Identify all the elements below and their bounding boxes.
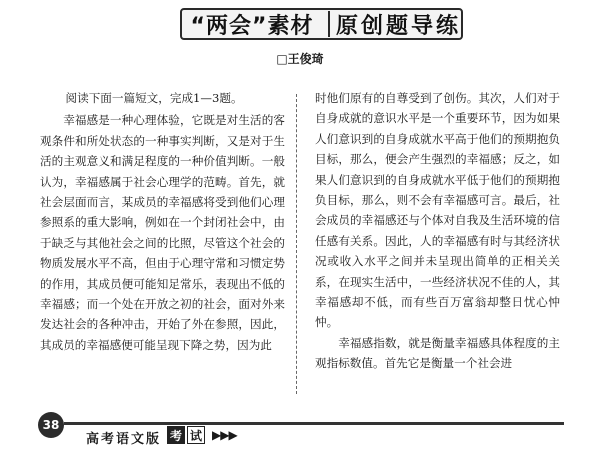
section-title-box — [180, 8, 463, 40]
badge-char-kao: 考 — [167, 426, 185, 444]
column-divider — [296, 94, 298, 394]
paragraph-2: 幸福感指数，就是衡量幸福感具体程度的主观指标数值。首先它是衡量一个社会进 — [315, 335, 560, 371]
section-title-right: 原创题导练 — [336, 13, 462, 39]
title-separator — [328, 11, 330, 37]
article-body — [40, 88, 560, 398]
page-number-badge: 38 — [38, 412, 64, 438]
badge-char-shi: 试 — [187, 426, 205, 444]
footer-badge — [167, 426, 205, 444]
section-title-left: “两会”素材 — [190, 13, 314, 39]
page-header — [0, 0, 600, 70]
right-column — [315, 88, 560, 398]
footer-rule — [64, 422, 564, 425]
page-footer — [0, 398, 600, 454]
author-line: □王俊琦 — [276, 52, 324, 66]
footer-label: 高考语文版 — [86, 432, 162, 447]
arrow-right-icon: ▶▶▶ — [212, 428, 237, 442]
paragraph-1-continued: 时他们原有的自尊受到了创伤。其次，人们对于自身成就的意识水平是一个重要环节，因为如果人们意识到的自身成就水平高于他们的预期抱负目标，那么，便会产生强烈的幸福感；反之，如果人们意识到的自身成就水平低于他们的预期抱负目标，那么，则不会有幸福感可言。最后，社会成员的幸福感还与个体对自我及生活环境的信任感有关系。因此，人的幸福感有时与其经济状况或收入水平之间并未呈现出简单的正相关关系，在现实生活中，一些经济状况不佳的人，其幸福感却不低，而有些百万富翁却整日忧心忡忡。 — [315, 91, 560, 330]
paragraph-1: 幸福感是一种心理体验，它既是对生活的客观条件和所处状态的一种事实判断，又是对于生活的主观意义和满足程度的一种价值判断。一般认为，幸福感属于社会心理学的范畴。首先，就社会层面而言，某成员的幸福感将受到他们心理参照系的重大影响，例如在一个封闭社会中，由于缺乏与其他社会之间的比照，尽管这个社会的物质发展水平不高，但由于心理守常和习惯定势的作用，其成员便可能知足常乐，表现出不低的幸福感；而一个处在开放之初的社会，面对外来发达社会的各种冲击，开始了外在参照，因此，其成员的幸福感便可能呈现下降之势，因为此 — [40, 113, 285, 352]
left-column — [40, 88, 285, 398]
reading-instruction: 阅读下面一篇短文，完成1—3题。 — [65, 91, 243, 105]
